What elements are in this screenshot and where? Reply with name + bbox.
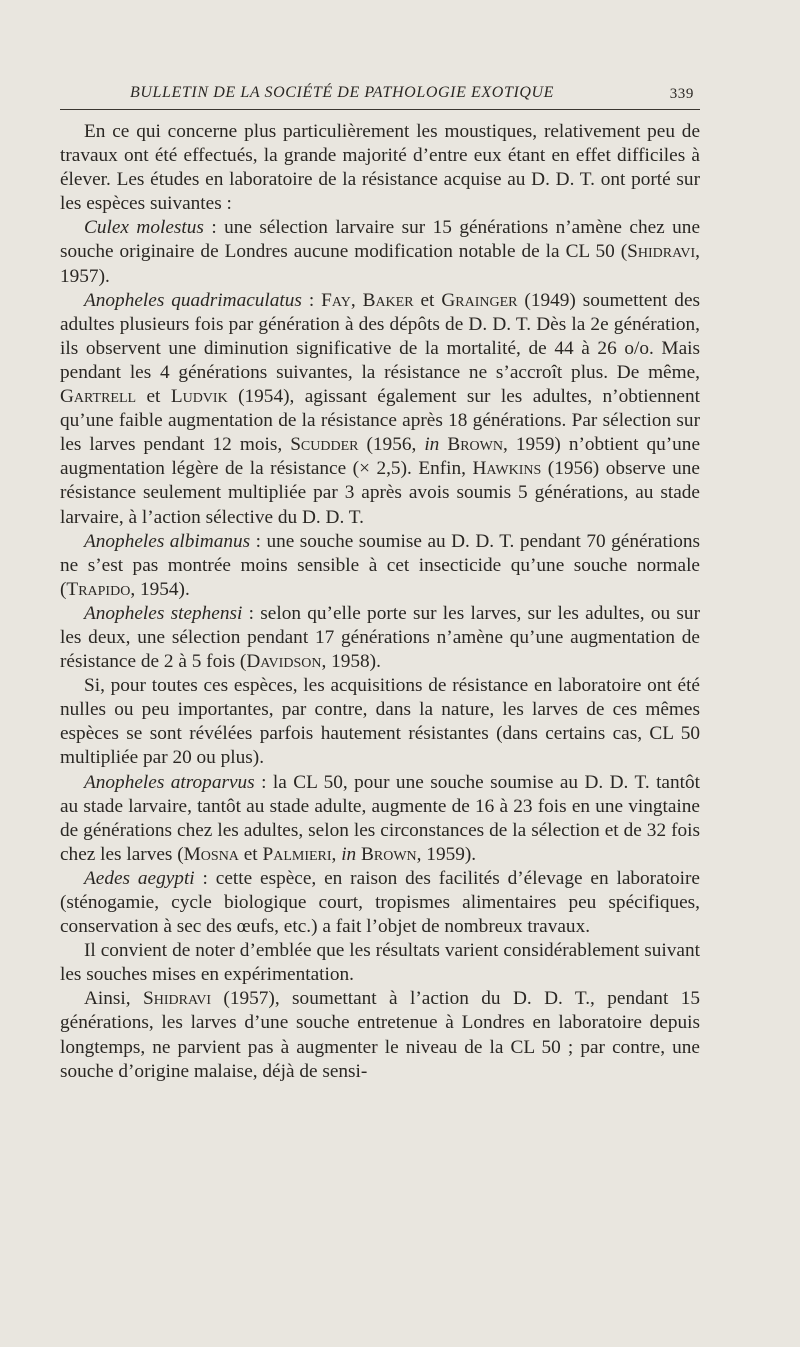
italic-text: in (424, 434, 440, 456)
page-number: 339 (669, 86, 694, 102)
author-name: Gartrell (60, 386, 137, 408)
text-run: Si, pour toutes ces espèces, les acquisitions de résistance en laboratoire ont été nulles ou peu importantes, par contre, dans la nature, les larves de ces mêmes espèces se sont révélées parfois hautement résistantes (dans certains cas, CL 50 multipliée par 20 ou plus). (60, 675, 700, 769)
running-header (60, 80, 700, 106)
author-name: Ludvik (170, 386, 228, 408)
paragraph (60, 216, 700, 288)
italic-text: Anopheles stephensi (84, 602, 243, 624)
paragraph (60, 867, 700, 939)
text-run: : cette espèce, en raison des facilités d’élevage en laboratoire (sténogamie, cycle biologique court, tropismes alimentaires peu spécifiques, conservation à sec des œufs, etc.) a fait l’objet de nombreux travaux. (60, 867, 700, 938)
paragraph (60, 674, 700, 770)
paragraph (60, 120, 700, 216)
text-run: (1954), agissant également sur les adultes, n’obtiennent qu’une faible augmentation de la résistance après 18 générations. Par sélection sur les larves pendant 12 mois, (60, 386, 700, 456)
text-run: et (136, 386, 171, 408)
author-name: Shidravi (627, 241, 696, 263)
author-name: Hawkins (472, 458, 542, 480)
author-name: Shidravi (143, 988, 212, 1010)
running-title: BULLETIN DE LA SOCIÉTÉ DE PATHOLOGIE EXOTIQUE (130, 84, 555, 101)
italic-text: in (341, 843, 357, 865)
paragraph (60, 530, 700, 602)
text-run: : la CL 50, pour une souche soumise au D. D. T. tantôt au stade larvaire, tantôt au stade adulte, augmente de 16 à 23 fois en une vingtaine de générations chez les adultes, selon les circonstances de la sélection et de 32 fois chez les larves ( (60, 771, 700, 865)
author-name: Brown (447, 434, 503, 456)
text-run: et (413, 289, 442, 311)
text-run: : une souche soumise au D. D. T. pendant 70 générations ne s’est pas montrée moins sensible à cet insecticide qu’une souche normale ( (60, 530, 700, 600)
paragraph (60, 771, 700, 867)
text-run: (1957), soumettant à l’action du D. D. T., pendant 15 générations, les larves d’une souche entretenue à Londres en laboratoire depuis longtemps, ne parvient pas à augmenter le niveau de la CL 50 ; par contre, une souche d’origine malaise, déjà de sensi- (60, 988, 700, 1082)
text-run: (1956, (358, 434, 425, 456)
author-name: Trapido (66, 578, 131, 600)
text-run: Ainsi, (84, 988, 143, 1010)
text-run: , 1957). (60, 241, 700, 287)
text-run: , (350, 289, 363, 311)
text-run: , 1958). (321, 651, 381, 673)
author-name: Fay (321, 289, 351, 311)
text-run: , 1954). (130, 578, 190, 600)
author-name: Scudder (290, 434, 359, 456)
paragraph (60, 939, 700, 987)
author-name: Mosna (183, 843, 239, 865)
text-run: , 1959) n’obtient qu’une augmentation légère de la résistance (× 2,5). Enfin, (60, 434, 701, 480)
italic-text: Anopheles albimanus (84, 530, 251, 552)
text-run: : selon qu’elle porte sur les larves, sur les adultes, ou sur les deux, une sélection pendant 17 générations n’amène qu’une augmentation de résistance de 2 à 5 fois ( (60, 602, 700, 673)
italic-text: Anopheles atroparvus (84, 771, 255, 793)
text-run: Il convient de noter d’emblée que les résultats varient considérablement suivant les souches mises en expérimentation. (60, 940, 700, 986)
body-text (60, 120, 700, 1084)
author-name: Grainger (441, 289, 518, 311)
italic-text: Anopheles quadrimaculatus (84, 289, 302, 311)
paragraph (60, 987, 700, 1083)
text-run: : une sélection larvaire sur 15 générations n’amène chez une souche originaire de Londres aucune modification notable de la CL 50 ( (60, 217, 701, 263)
text-run: (1956) observe une résistance seulement multipliée par 3 après avois soumis 5 générations, au stade larvaire, à l’action sélective du D. D. T. (60, 458, 700, 528)
italic-text: Culex molestus (84, 217, 204, 239)
author-name: Palmieri (262, 843, 332, 865)
author-name: Brown (361, 843, 417, 865)
text-run: En ce qui concerne plus particulièrement les moustiques, relativement peu de travaux ont été effectués, la grande majorité d’entre eux étant en effet difficiles à élever. Les études en laboratoire de la résistance acquise au D. D. T. ont porté sur les espèces suivantes : (60, 121, 700, 215)
italic-text: Aedes aegypti (84, 867, 195, 889)
paragraph (60, 602, 700, 674)
text-run: et (238, 843, 263, 865)
text-run: : (301, 289, 322, 311)
text-run: , 1959). (416, 843, 477, 865)
text-run: (1949) soumettent des adultes plusieurs fois par génération à des dépôts de D. D. T. Dès la 2e génération, ils observent une diminution significative de la mortalité, de 44 à 26 o/o. Mais pendant les 4 générations suivantes, la résistance ne s’accroît plus. De même, (60, 289, 700, 383)
author-name: Baker (362, 289, 414, 311)
text-run: , (331, 843, 342, 865)
header-rule (60, 109, 700, 110)
paragraph (60, 289, 700, 530)
author-name: Davidson (246, 651, 322, 673)
